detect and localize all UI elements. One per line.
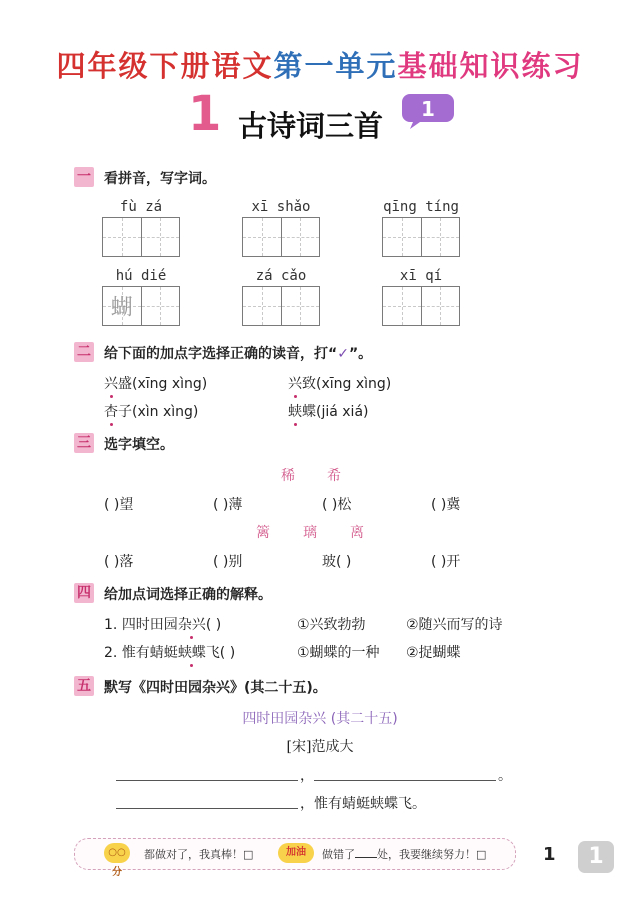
worksheet-title (0, 44, 640, 85)
answer-line[interactable] (314, 780, 496, 781)
section-badge-2: 二 (74, 342, 94, 362)
question-text: 四时田园 (121, 617, 178, 633)
page-number: 1 (543, 844, 556, 865)
writing-box[interactable] (382, 217, 460, 257)
dotted-word: 杂兴 (178, 614, 206, 634)
writing-box[interactable] (242, 286, 320, 326)
dotted-character: 杏 (104, 401, 118, 421)
answer-line[interactable] (116, 780, 298, 781)
meaning-question-2[interactable] (104, 642, 235, 662)
poem-author: [宋]范成大 (286, 739, 354, 755)
meaning-option: ②捉蝴蝶 (406, 645, 461, 661)
dotted-character: 兴 (288, 373, 302, 393)
pronunciation-options: 盛(xīng xìng) (118, 376, 208, 392)
pronunciation-item[interactable] (104, 373, 207, 393)
mistake-label: 做错了 (322, 848, 355, 861)
title-part-unit: 第一单元 (273, 49, 398, 83)
poem-title: 四时田园杂兴 (其二十五) (242, 711, 398, 727)
pinyin-label: fù zá (119, 199, 163, 215)
lesson-number: 1 (188, 86, 222, 142)
meaning-option: ②随兴而写的诗 (406, 617, 503, 633)
bubble-number: 1 (421, 97, 435, 121)
pronunciation-item[interactable] (104, 401, 198, 421)
check-icon: ✓ (337, 346, 349, 362)
fill-blank-item[interactable]: 玻( ) (322, 554, 352, 570)
choice-character: 璃 (303, 525, 317, 541)
speech-bubble-icon (402, 90, 454, 130)
writing-box[interactable] (102, 217, 180, 257)
pinyin-label: xī shǎo (251, 199, 311, 215)
meaning-option: ①兴致勃勃 (297, 617, 366, 633)
title-part-practice: 基础知识练习 (397, 49, 584, 83)
section-badge-3: 三 (74, 433, 94, 453)
choice-character: 离 (350, 525, 364, 541)
pronunciation-options: 致(xīng xìng) (302, 376, 392, 392)
pinyin-label: zá cǎo (255, 268, 307, 284)
fill-blank-item[interactable]: ( )落 (104, 554, 134, 570)
section-badge-4: 四 (74, 583, 94, 603)
meaning-question-1[interactable] (104, 614, 221, 634)
jiayou-badge: 加油 (278, 843, 314, 863)
pronunciation-item[interactable] (288, 401, 369, 421)
fill-blank-item[interactable]: ( )松 (322, 497, 352, 513)
instruction-text: 给下面的加点字选择正确的读音，打“ (104, 346, 338, 362)
page-badge: 1 (578, 841, 614, 873)
meaning-option: ①蝴蝶的一种 (297, 645, 380, 661)
instruction-text: ”。 (348, 346, 373, 362)
section-instruction-4: 给加点词选择正确的解释。 (104, 587, 272, 603)
choice-character: 篱 (256, 525, 270, 541)
answer-blank[interactable]: ( ) (205, 617, 222, 633)
section-badge-1: 一 (74, 167, 94, 187)
smiley-face-icon: ○○分 (104, 843, 130, 863)
writing-box[interactable] (242, 217, 320, 257)
dotted-character: 兴 (104, 373, 118, 393)
mistake-label: 处，我要继续努力！□ (377, 848, 487, 861)
punctuation-period: 。 (498, 768, 512, 784)
pronunciation-item[interactable] (288, 373, 391, 393)
self-check-mistakes[interactable] (322, 846, 486, 862)
question-number: 1. (104, 617, 118, 633)
pinyin-label: xī qí (399, 268, 443, 284)
section-instruction-5: 默写《四时田园杂兴》(其二十五)。 (104, 680, 327, 696)
section-badge-5: 五 (74, 676, 94, 696)
fill-blank-item[interactable]: ( )冀 (431, 497, 461, 513)
pinyin-label: qīng tíng (383, 199, 459, 215)
fill-blank-item[interactable]: ( )开 (431, 554, 461, 570)
writing-box[interactable] (102, 286, 180, 326)
section-instruction-3: 选字填空。 (104, 437, 174, 453)
pronunciation-options: 子(xìn xìng) (118, 404, 199, 420)
pinyin-label: hú dié (115, 268, 167, 284)
choice-character: 稀 (281, 468, 295, 484)
dotted-character: 蛱 (288, 401, 302, 421)
trace-character: 蝴 (110, 295, 133, 321)
writing-box[interactable] (382, 286, 460, 326)
answer-line[interactable] (116, 808, 298, 809)
question-text: 惟有蜻蜓 (121, 645, 178, 661)
fill-blank-item[interactable]: ( )望 (104, 497, 134, 513)
choice-character: 希 (327, 468, 341, 484)
self-check-good[interactable]: 都做对了，我真棒！□ (144, 848, 254, 861)
mistake-count-blank[interactable] (355, 857, 377, 858)
answer-blank[interactable]: 飞( ) (205, 645, 236, 661)
lesson-title: 古诗词三首 (238, 109, 384, 143)
poem-line-given: ，惟有蜻蜓蛱蝶飞。 (300, 796, 426, 812)
dotted-word: 蛱蝶 (178, 642, 206, 662)
fill-blank-item[interactable]: ( )别 (213, 554, 243, 570)
section-instruction-2 (104, 343, 372, 363)
punctuation-comma: ， (300, 768, 314, 784)
title-part-grade: 四年级下册语文 (56, 49, 274, 83)
section-instruction-1: 看拼音，写字词。 (104, 171, 216, 187)
pronunciation-options: 蝶(jiá xiá) (302, 404, 369, 420)
question-number: 2. (104, 645, 118, 661)
fill-blank-item[interactable]: ( )薄 (213, 497, 243, 513)
